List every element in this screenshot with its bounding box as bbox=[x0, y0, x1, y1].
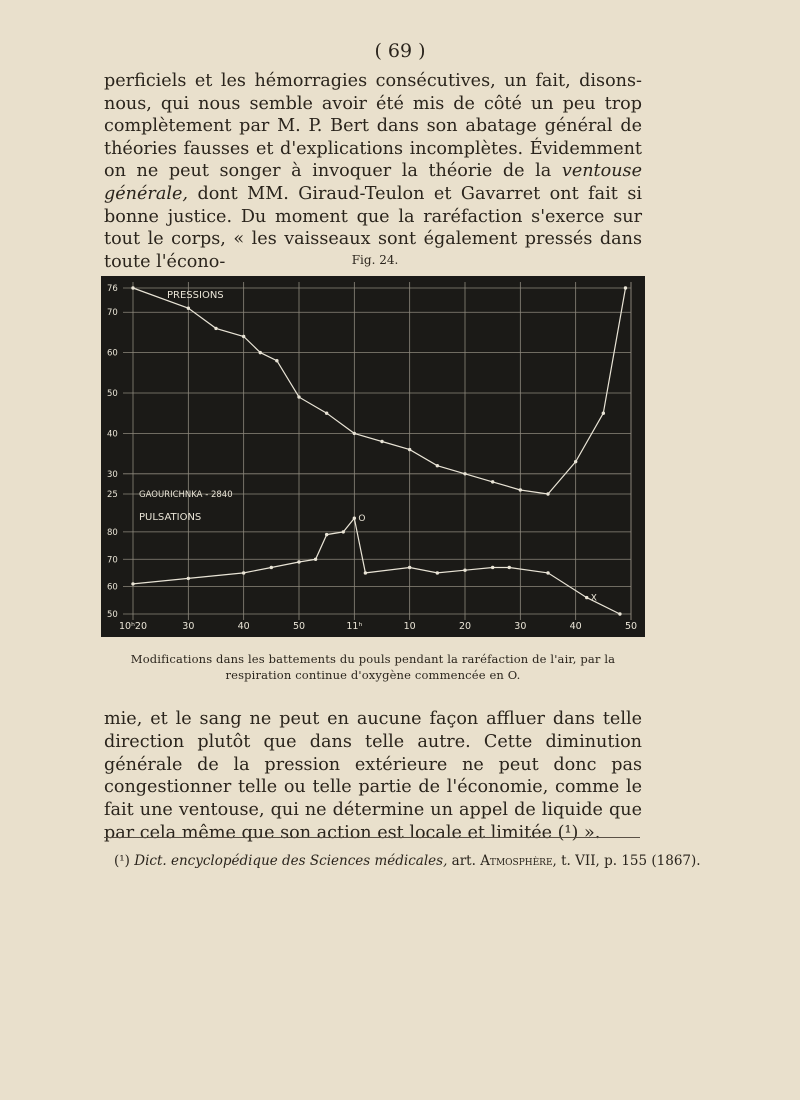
panel-label: PULSATIONS bbox=[139, 512, 202, 523]
x-tick-label: 40 bbox=[237, 621, 250, 632]
figure-chart bbox=[101, 276, 645, 637]
chart-svg bbox=[101, 276, 645, 637]
y-tick-label: 76 bbox=[107, 284, 118, 294]
footnote-rule bbox=[104, 837, 640, 838]
data-point bbox=[436, 464, 439, 467]
data-point bbox=[314, 558, 317, 561]
data-point bbox=[297, 395, 300, 398]
data-point bbox=[508, 566, 511, 569]
data-point bbox=[585, 596, 588, 599]
data-point bbox=[275, 359, 278, 362]
y-tick-label: 50 bbox=[107, 389, 118, 400]
data-point bbox=[242, 335, 245, 338]
x-tick-label: 20 bbox=[458, 621, 472, 632]
marker-label: O bbox=[358, 514, 366, 525]
figure-label: Fig. 24. bbox=[351, 253, 399, 267]
data-point bbox=[574, 460, 577, 463]
y-tick-label: 50 bbox=[107, 610, 118, 620]
data-point bbox=[342, 530, 345, 533]
data-point bbox=[242, 571, 245, 574]
data-point bbox=[546, 571, 549, 574]
data-point bbox=[353, 517, 356, 520]
y-tick-label: 80 bbox=[107, 527, 118, 538]
y-tick-label: 70 bbox=[107, 555, 118, 566]
y-tick-label: 60 bbox=[107, 582, 118, 593]
data-point bbox=[297, 560, 300, 563]
data-point bbox=[519, 488, 522, 491]
data-point bbox=[463, 569, 466, 572]
data-point bbox=[491, 480, 494, 483]
paragraph-italic-text: ventouse générale, bbox=[104, 161, 642, 204]
x-tick-label: 40 bbox=[569, 621, 582, 632]
data-point bbox=[408, 448, 411, 451]
paragraph-text: perficiels et les hémorragies consécutives, un fait, disons-nous, qui nous semble avoir été mis de côté un peu trop complètement par M. P. Bert dans son abatage général de théories fausses et d'explications incomplètes. Évidemment on ne peut songer à invoquer la théorie de la bbox=[104, 71, 642, 182]
x-tick-label: 30 bbox=[514, 621, 527, 632]
footnote bbox=[114, 852, 701, 870]
data-point bbox=[364, 571, 367, 574]
footnote-marker: (¹) bbox=[114, 853, 135, 869]
data-point bbox=[618, 612, 621, 615]
data-point bbox=[187, 306, 190, 309]
data-point bbox=[259, 351, 262, 354]
data-point bbox=[408, 566, 411, 569]
series-line bbox=[133, 518, 620, 614]
data-point bbox=[214, 327, 217, 330]
footnote-text: art. bbox=[447, 853, 481, 869]
y-tick-label: 70 bbox=[107, 308, 118, 319]
data-point bbox=[353, 432, 356, 435]
x-tick-label: 10 bbox=[403, 621, 416, 632]
data-point bbox=[436, 571, 439, 574]
x-tick-label: 50 bbox=[624, 621, 638, 632]
footnote-article: Atmosphère bbox=[480, 853, 553, 869]
x-tick-label: 50 bbox=[292, 621, 306, 632]
data-point bbox=[380, 440, 383, 443]
data-point bbox=[131, 582, 134, 585]
footnote-text: , t. VII, p. 155 (1867). bbox=[552, 853, 701, 869]
marker-label: X bbox=[590, 593, 597, 604]
x-tick-label: 11ʰ bbox=[346, 621, 363, 632]
x-tick-label: 30 bbox=[182, 621, 195, 632]
panel-label: PRESSIONS bbox=[167, 290, 224, 301]
series-line bbox=[133, 288, 626, 494]
data-point bbox=[491, 566, 494, 569]
body-paragraph-top bbox=[104, 70, 642, 273]
y-tick-label: 40 bbox=[107, 429, 118, 440]
y-tick-label: 25 bbox=[107, 490, 118, 500]
data-point bbox=[624, 286, 627, 289]
y-tick-label: 30 bbox=[107, 469, 118, 480]
data-point bbox=[131, 286, 134, 289]
y-tick-label: 60 bbox=[107, 348, 118, 359]
data-point bbox=[463, 472, 466, 475]
data-point bbox=[325, 533, 328, 536]
footnote-title: Dict. encyclopédique des Sciences médicales, bbox=[134, 853, 448, 869]
body-paragraph-bottom: mie, et le sang ne peut en aucune façon affluer dans telle direction plutôt que dans telle autre. Cette diminution générale de la pression extérieure ne peut donc pas congestionner telle ou telle partie de l'économie, comme le fait une ventouse, qui ne détermine un appel de liquide que par cela même que son action est locale et limitée (¹) ». bbox=[104, 709, 642, 843]
paragraph-text: dont MM. Giraud-Teulon et Gavarret ont fait si bonne justice. Du moment que la raréfaction s'exerce sur tout le corps, « les vaisseaux sont également pressés dans toute l'écono- bbox=[104, 183, 642, 272]
data-point bbox=[187, 577, 190, 580]
figure-caption: Modifications dans les battements du pouls pendant la raréfaction de l'air, par la respiration continue d'oxygène commencée en O. bbox=[130, 652, 616, 682]
data-point bbox=[602, 412, 605, 415]
data-point bbox=[325, 412, 328, 415]
x-tick-label: 10ʰ20 bbox=[118, 621, 148, 632]
panel-annotation: GAOURICHNKA - 2840 bbox=[139, 490, 233, 500]
data-point bbox=[546, 492, 549, 495]
page-number: ( 69 ) bbox=[374, 40, 426, 62]
data-point bbox=[270, 566, 273, 569]
